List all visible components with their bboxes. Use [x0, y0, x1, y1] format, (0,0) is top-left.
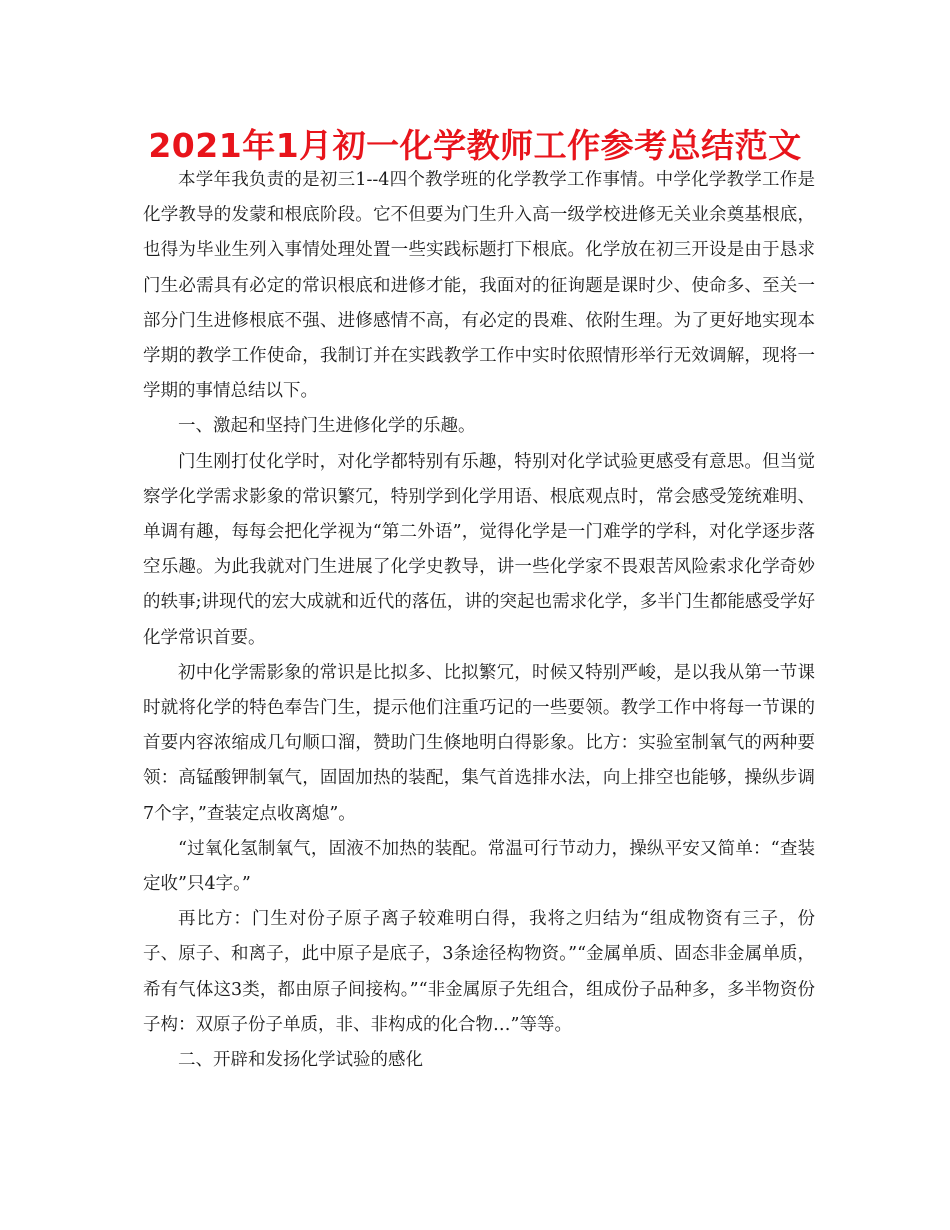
paragraph-particles: 再比方：门生对份子原子离子较难明白得，我将之归结为“组成物资有三子，份子、原子、和离子，此中原子是底子，3条途径构物资。”“金属单质、固态非金属单质，希有气体这3类，都由原子间接构。”“非金属原子先组合，组成份子品种多，多半物资份子构：双原子份子单质，非、非构成的化合物…”等等。: [143, 909, 815, 1035]
paragraph-memory: 初中化学需影象的常识是比拟多、比拟繁冗，时候又特别严峻，是以我从第一节课时就将化学的特色奉告门生，提示他们注重巧记的一些要领。教学工作中将每一节课的首要内容浓缩成几句顺口溜，赞助门生倏地明白得影象。比方：实验室制氧气的两种要领：高锰酸钾制氧气，固固加热的装配，集气首选排水法，向上排空也能够，操纵步调7个字，”查装定点收离熄”。: [143, 662, 815, 824]
document-title: 2021年1月初一化学教师工作参考总结范文: [148, 126, 802, 165]
document-body: [143, 163, 815, 1078]
paragraph-hydrogen-peroxide: “过氧化氢制氧气，固液不加热的装配。常温可行节动力，操纵平安又简单：“查装定收”只4字。”: [143, 838, 815, 895]
section-heading-1: 一、激起和坚持门生进修化学的乐趣。: [178, 416, 476, 437]
paragraph-intro: 本学年我负责的是初三1--4四个教学班的化学教学工作事情。中学化学教学工作是化学教导的发蒙和根底阶段。它不但要为门生升入高一级学校进修无关业余奠基根底，也得为毕业生列入事情处理处置一些实践标题打下根底。化学放在初三开设是由于恳求门生必需具有必定的常识根底和进修才能，我面对的征询题是课时少、使命多、至关一部分门生进修根底不强、进修感情不高，有必定的畏难、依附生理。为了更好地实现本学期的教学工作使命，我制订并在实践教学工作中实时依照情形举行无效调解，现将一学期的事情总结以下。: [143, 170, 815, 402]
section-heading-2: 二、开辟和发扬化学试验的感化: [178, 1050, 423, 1071]
paragraph-interest: 门生刚打仗化学时，对化学都特别有乐趣，特别对化学试验更感受有意思。但当觉察学化学需求影象的常识繁冗，特别学到化学用语、根底观点时，常会感受笼统难明、单调有趣，每每会把化学视为“第二外语”，觉得化学是一门难学的学科，对化学逐步落空乐趣。为此我就对门生进展了化学史教导，讲一些化学家不畏艰苦风险索求化学奇妙的轶事;讲现代的宏大成就和近代的落伍，讲的突起也需求化学，多半门生都能感受学好化学常识首要。: [143, 451, 815, 648]
